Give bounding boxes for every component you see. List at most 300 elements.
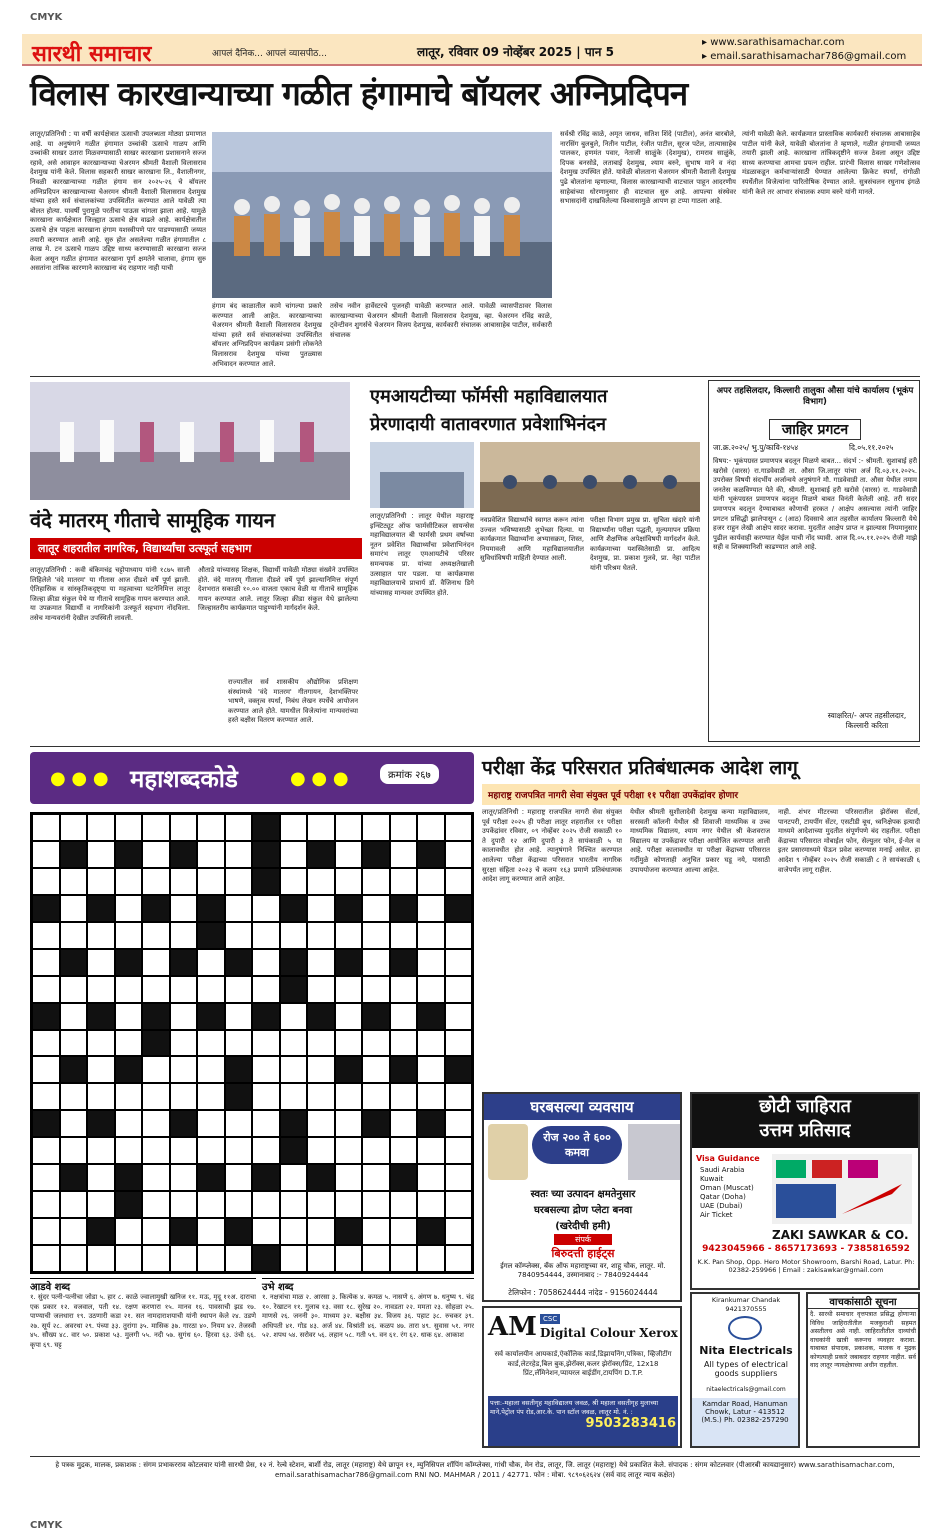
crossword-cell[interactable]: [225, 1137, 253, 1164]
crossword-cell[interactable]: [170, 1218, 198, 1245]
crossword-cell[interactable]: [280, 1056, 308, 1083]
crossword-cell[interactable]: [87, 1110, 115, 1137]
crossword-cell[interactable]: [307, 868, 335, 895]
masthead: [22, 34, 922, 66]
crossword-cell[interactable]: [170, 1056, 198, 1083]
crossword-cell[interactable]: [417, 1218, 445, 1245]
crossword-cell[interactable]: [32, 814, 60, 841]
crossword-cell[interactable]: [417, 814, 445, 841]
crossword-cell[interactable]: [170, 868, 198, 895]
crossword-cell[interactable]: [60, 1003, 88, 1030]
crossword-cell[interactable]: [280, 1003, 308, 1030]
crossword-cell[interactable]: [142, 1164, 170, 1191]
crossword-cell[interactable]: [197, 1164, 225, 1191]
crossword-cell[interactable]: [252, 814, 280, 841]
crossword-cell[interactable]: [115, 1164, 143, 1191]
crossword-cell[interactable]: [225, 1218, 253, 1245]
crossword-cell[interactable]: [252, 1003, 280, 1030]
crossword-cell[interactable]: [142, 1218, 170, 1245]
crossword-cell[interactable]: [280, 868, 308, 895]
crossword-cell[interactable]: [390, 868, 418, 895]
crossword-cell[interactable]: [390, 895, 418, 922]
crossword-cell[interactable]: [225, 1030, 253, 1057]
crossword-cell[interactable]: [142, 976, 170, 1003]
crossword-cell[interactable]: [252, 1164, 280, 1191]
crossword-cell[interactable]: [280, 922, 308, 949]
crossword-cell[interactable]: [335, 1083, 363, 1110]
crossword-cell[interactable]: [32, 976, 60, 1003]
crossword-cell[interactable]: [390, 1056, 418, 1083]
crossword-cell[interactable]: [280, 1083, 308, 1110]
crossword-cell[interactable]: [115, 949, 143, 976]
crossword-cell[interactable]: [60, 814, 88, 841]
crossword-cell[interactable]: [445, 1245, 473, 1272]
crossword-cell[interactable]: [197, 922, 225, 949]
crossword-cell[interactable]: [87, 1137, 115, 1164]
crossword-cell[interactable]: [142, 1245, 170, 1272]
crossword-cell[interactable]: [197, 1083, 225, 1110]
crossword-cell[interactable]: [170, 1083, 198, 1110]
crossword-cell[interactable]: [197, 1056, 225, 1083]
crossword-cell[interactable]: [32, 841, 60, 868]
crossword-cell[interactable]: [225, 949, 253, 976]
email-link[interactable]: email.sarathisamachar786@gmail.com: [710, 51, 907, 62]
crossword-cell[interactable]: [445, 1083, 473, 1110]
crossword-cell[interactable]: [225, 1056, 253, 1083]
crossword-cell[interactable]: [252, 1110, 280, 1137]
crossword-cell[interactable]: [307, 1245, 335, 1272]
crossword-cell[interactable]: [142, 1003, 170, 1030]
crossword-cell[interactable]: [225, 814, 253, 841]
crossword-cell[interactable]: [87, 1030, 115, 1057]
crossword-cell[interactable]: [445, 1164, 473, 1191]
crossword-cell[interactable]: [445, 1218, 473, 1245]
crossword-cell[interactable]: [197, 814, 225, 841]
crossword-cell[interactable]: [87, 1218, 115, 1245]
crossword-cell[interactable]: [115, 1245, 143, 1272]
crossword-cell[interactable]: [142, 841, 170, 868]
crossword-cell[interactable]: [225, 1164, 253, 1191]
crossword-cell[interactable]: [307, 1110, 335, 1137]
crossword-cell[interactable]: [335, 1003, 363, 1030]
crossword-cell[interactable]: [417, 841, 445, 868]
crossword-cell[interactable]: [307, 1164, 335, 1191]
crossword-cell[interactable]: [60, 895, 88, 922]
tagline: आपलं दैनिक... आपलं व्यासपीठ...: [212, 49, 327, 59]
crossword-cell[interactable]: [362, 895, 390, 922]
crossword-cell[interactable]: [170, 1245, 198, 1272]
crossword-cell[interactable]: [362, 1164, 390, 1191]
crossword-cell[interactable]: [32, 1030, 60, 1057]
crossword-cell[interactable]: [280, 1218, 308, 1245]
crossword-cell[interactable]: [390, 1191, 418, 1218]
crossword-cell[interactable]: [115, 1191, 143, 1218]
crossword-cell[interactable]: [390, 814, 418, 841]
crossword-cell[interactable]: [60, 1218, 88, 1245]
crossword-cell[interactable]: [170, 814, 198, 841]
crossword-cell[interactable]: [142, 1030, 170, 1057]
crossword-cell[interactable]: [417, 1030, 445, 1057]
crossword-cell[interactable]: [142, 895, 170, 922]
crossword-cell[interactable]: [252, 1191, 280, 1218]
crossword-cell[interactable]: [307, 1218, 335, 1245]
crossword-cell[interactable]: [307, 1191, 335, 1218]
crossword-cell[interactable]: [197, 949, 225, 976]
crossword-cell[interactable]: [307, 841, 335, 868]
crossword-cell[interactable]: [115, 976, 143, 1003]
crossword-cell[interactable]: [32, 922, 60, 949]
crossword-cell[interactable]: [142, 868, 170, 895]
crossword-cell[interactable]: [335, 814, 363, 841]
ad1-company: बिरुदत्ती हाईट्स: [551, 1247, 615, 1260]
crossword-cell[interactable]: [280, 895, 308, 922]
crossword-cell[interactable]: [60, 1030, 88, 1057]
crossword-cell[interactable]: [417, 895, 445, 922]
crossword-cell[interactable]: [87, 1245, 115, 1272]
crossword-cell[interactable]: [335, 1218, 363, 1245]
business-ad: [482, 1092, 682, 1302]
crossword-cell[interactable]: [252, 1137, 280, 1164]
crossword-cell[interactable]: [307, 1083, 335, 1110]
crossword-cell[interactable]: [252, 976, 280, 1003]
crossword-cell[interactable]: [252, 1245, 280, 1272]
crossword-cell[interactable]: [417, 976, 445, 1003]
crossword-cell[interactable]: [142, 1137, 170, 1164]
crossword-cell[interactable]: [60, 1164, 88, 1191]
crossword-cell[interactable]: [115, 1003, 143, 1030]
crossword-cell[interactable]: [280, 1030, 308, 1057]
crossword-cell[interactable]: [170, 1003, 198, 1030]
crossword-cell[interactable]: [362, 1003, 390, 1030]
crossword-cell[interactable]: [87, 922, 115, 949]
crossword-cell[interactable]: [307, 1056, 335, 1083]
crossword-cell[interactable]: [225, 1191, 253, 1218]
crossword-cell[interactable]: [390, 841, 418, 868]
crossword-cell[interactable]: [445, 814, 473, 841]
crossword-cell[interactable]: [335, 922, 363, 949]
crossword-grid[interactable]: [30, 812, 474, 1274]
country-item: Saudi Arabia: [700, 1166, 745, 1174]
crossword-cell[interactable]: [197, 1245, 225, 1272]
mit-headline-2: प्रेरणादायी वातावरणात प्रवेशाभिनंदन: [370, 414, 607, 435]
crossword-cell[interactable]: [417, 949, 445, 976]
crossword-cell[interactable]: [417, 1191, 445, 1218]
crossword-cell[interactable]: [362, 841, 390, 868]
crossword-cell[interactable]: [445, 1110, 473, 1137]
crossword-cell[interactable]: [307, 814, 335, 841]
crossword-cell[interactable]: [32, 1056, 60, 1083]
crossword-cell[interactable]: [362, 1110, 390, 1137]
crossword-cell[interactable]: [335, 1164, 363, 1191]
exam-subhead: महाराष्ट्र राजपत्रित नागरी सेवा संयुक्त पूर्व परीक्षा ११ परीक्षा उपकेंद्रांवर होणार: [482, 784, 920, 805]
crossword-cell[interactable]: [60, 949, 88, 976]
crossword-cell[interactable]: [445, 922, 473, 949]
crossword-cell[interactable]: [32, 1137, 60, 1164]
crossword-cell[interactable]: [417, 1164, 445, 1191]
crossword-cell[interactable]: [225, 1003, 253, 1030]
crossword-cell[interactable]: [142, 1110, 170, 1137]
crossword-cell[interactable]: [307, 895, 335, 922]
crossword-cell[interactable]: [417, 922, 445, 949]
crossword-cell[interactable]: [390, 922, 418, 949]
crossword-cell[interactable]: [362, 1056, 390, 1083]
crossword-cell[interactable]: [197, 1218, 225, 1245]
crossword-cell[interactable]: [335, 949, 363, 976]
crossword-cell[interactable]: [390, 1083, 418, 1110]
crossword-cell[interactable]: [445, 1003, 473, 1030]
crossword-cell[interactable]: [170, 1110, 198, 1137]
crossword-cell[interactable]: [170, 949, 198, 976]
crossword-cell[interactable]: [445, 1056, 473, 1083]
crossword-cell[interactable]: [170, 841, 198, 868]
divider: [30, 1456, 920, 1457]
crossword-cell[interactable]: [417, 1137, 445, 1164]
crossword-cell[interactable]: [60, 1245, 88, 1272]
crossword-cell[interactable]: [362, 1245, 390, 1272]
dots-icon: ● ● ●: [50, 768, 109, 789]
crossword-cell[interactable]: [445, 1030, 473, 1057]
crossword-cell[interactable]: [307, 1003, 335, 1030]
crossword-cell[interactable]: [115, 1030, 143, 1057]
crossword-cell[interactable]: [60, 1191, 88, 1218]
crossword-cell[interactable]: [87, 1164, 115, 1191]
crossword-cell[interactable]: [335, 841, 363, 868]
crossword-cell[interactable]: [115, 1218, 143, 1245]
crossword-cell[interactable]: [362, 814, 390, 841]
crossword-cell[interactable]: [335, 868, 363, 895]
crossword-cell[interactable]: [60, 868, 88, 895]
crossword-cell[interactable]: [87, 1191, 115, 1218]
crossword-cell[interactable]: [362, 1137, 390, 1164]
crossword-cell[interactable]: [307, 949, 335, 976]
crossword-cell[interactable]: [32, 1245, 60, 1272]
crossword-cell[interactable]: [225, 1110, 253, 1137]
xerox-ad: [482, 1306, 682, 1448]
crossword-cell[interactable]: [445, 868, 473, 895]
crossword-cell[interactable]: [32, 1003, 60, 1030]
crossword-cell[interactable]: [197, 1191, 225, 1218]
crossword-cell[interactable]: [390, 1110, 418, 1137]
crossword-cell[interactable]: [87, 1083, 115, 1110]
crossword-cell[interactable]: [142, 922, 170, 949]
crossword-cell[interactable]: [307, 1030, 335, 1057]
crossword-cell[interactable]: [142, 949, 170, 976]
crossword-cell[interactable]: [87, 1003, 115, 1030]
crossword-cell[interactable]: [335, 1245, 363, 1272]
crossword-cell[interactable]: [362, 1191, 390, 1218]
crossword-cell[interactable]: [335, 895, 363, 922]
crossword-cell[interactable]: [60, 1110, 88, 1137]
crossword-cell[interactable]: [60, 922, 88, 949]
crossword-cell[interactable]: [390, 1218, 418, 1245]
crossword-banner: [30, 752, 474, 804]
machine-image: [488, 1124, 528, 1180]
crossword-cell[interactable]: [170, 1137, 198, 1164]
crossword-cell[interactable]: [445, 976, 473, 1003]
crossword-cell[interactable]: [417, 1083, 445, 1110]
crossword-cell[interactable]: [87, 949, 115, 976]
crossword-cell[interactable]: [115, 895, 143, 922]
crossword-cell[interactable]: [60, 1056, 88, 1083]
crossword-cell[interactable]: [252, 1083, 280, 1110]
crossword-cell[interactable]: [252, 922, 280, 949]
ad3-footer: [488, 1396, 678, 1446]
crossword-cell[interactable]: [362, 1030, 390, 1057]
website-link[interactable]: www.sarathisamachar.com: [710, 37, 845, 48]
crossword-cell[interactable]: [252, 1056, 280, 1083]
divider: [30, 376, 920, 377]
across-text: १. सुंदर पत्नी-पत्नीचा जोडा ५. हार ८. काळे ज्वालामुखी खनिज ११. मऊ, मृदू ११अ. दाराचा एक प्रकार १२. वजवाल, पती १४. रक्षण करणारा १५. मानव १६. पावसाची झड १७. पाण्याची जलधारा १९. उठणारी कडा २१. सत नामदाराशयाची यांनी स्थापन केले २४. उडणे २७. सूर्य २८. अवरथा २९. पंच्या ३३. तुरांगा ३५. मासिक ३७. गारठा ४०. नियम ४२. तेजस्वी ४५. सौख्य ४८. वार ५०. प्रकाश ५३. मुलगी ५५. नदी ५७. सुगंध ६०. हिरवा ६३. उंची ६६. कृपा ६९. घट्ट: [30, 1293, 256, 1349]
crossword-cell[interactable]: [280, 1191, 308, 1218]
crossword-cell[interactable]: [390, 949, 418, 976]
crossword-cell[interactable]: [197, 1003, 225, 1030]
crossword-cell[interactable]: [60, 1083, 88, 1110]
crossword-cell[interactable]: [445, 949, 473, 976]
crossword-cell[interactable]: [390, 1137, 418, 1164]
crossword-cell[interactable]: [170, 1164, 198, 1191]
crossword-cell[interactable]: [32, 895, 60, 922]
crossword-cell[interactable]: [142, 1056, 170, 1083]
crossword-cell[interactable]: [115, 868, 143, 895]
crossword-cell[interactable]: [252, 1030, 280, 1057]
crossword-cell[interactable]: [32, 1110, 60, 1137]
crossword-cell[interactable]: [280, 841, 308, 868]
crossword-cell[interactable]: [252, 949, 280, 976]
crossword-cell[interactable]: [87, 1056, 115, 1083]
crossword-cell[interactable]: [32, 1164, 60, 1191]
ad4-owner: Kirankumar Chandak: [711, 1296, 781, 1304]
crossword-cell[interactable]: [87, 841, 115, 868]
crossword-cell[interactable]: [60, 976, 88, 1003]
crossword-cell[interactable]: [142, 814, 170, 841]
crossword-cell[interactable]: [32, 1083, 60, 1110]
crossword-cell[interactable]: [197, 841, 225, 868]
crossword-cell[interactable]: [197, 895, 225, 922]
crossword-cell[interactable]: [335, 1056, 363, 1083]
crossword-cell[interactable]: [445, 895, 473, 922]
crossword-cell[interactable]: [280, 949, 308, 976]
crossword-cell[interactable]: [362, 949, 390, 976]
exam-col-1: लातूर/प्रतिनिधी : महाराष्ट्र राजपत्रित नागरी सेवा संयुक्त पूर्व परीक्षा २०२५ ही परीक्षा लातूर शहरातील ११ परीक्षा उपकेंद्रांवर रविवार, ०९ नोव्हेंबर २०२५ रोजी सकाळी १० ते दुपारी १२ आणि दुपारी ३ ते सायंकाळी ५ या कालावधीत होत आहे. त्यानुषंगाने निश्चित करण्यात आलेल्या परीक्षा केंद्राच्या परिसरात भारतीय नागरिक सुरक्षा संहिता २०२३ चे कलम १६३ प्रमाणे प्रतिबंधात्मक आदेश लागू करण्यात आले आहेत.: [482, 808, 622, 884]
ad2-company: ZAKI SAWKAR & CO.: [772, 1228, 909, 1242]
crossword-cell[interactable]: [115, 1137, 143, 1164]
crossword-cell[interactable]: [280, 814, 308, 841]
crossword-cell[interactable]: [115, 922, 143, 949]
crossword-cell[interactable]: [390, 1245, 418, 1272]
crossword-cell[interactable]: [170, 1191, 198, 1218]
crossword-cell[interactable]: [445, 841, 473, 868]
crossword-cell[interactable]: [307, 976, 335, 1003]
crossword-cell[interactable]: [225, 1083, 253, 1110]
crossword-cell[interactable]: [32, 1191, 60, 1218]
crossword-cell[interactable]: [417, 1110, 445, 1137]
crossword-cell[interactable]: [142, 1083, 170, 1110]
crossword-cell[interactable]: [280, 1137, 308, 1164]
crossword-cell[interactable]: [417, 1245, 445, 1272]
crossword-cell[interactable]: [335, 1137, 363, 1164]
crossword-cell[interactable]: [87, 976, 115, 1003]
crossword-cell[interactable]: [252, 841, 280, 868]
crossword-cell[interactable]: [362, 922, 390, 949]
crossword-cell[interactable]: [60, 841, 88, 868]
exam-col-3: नाही. शंभर मीटरच्या परिसरातील झेरॉक्स सेंटर्स, पानटपरी, टायपींग सेंटर, एसटीडी बूथ, ध्वनिक्षेपक इत्यादी माध्यमे आदेशाच्या मुदतीत संपूर्णपणे बंद राहतील. परीक्षा केंद्राच्या परिसरात मोबाईल फोन, सेल्युलर फोन, ई-मेल व इतर प्रसारमाध्यमे घेऊन प्रवेश करण्यास मनाई असेल. हा आदेश ९ नोव्हेंबर २०२५ रोजी सकाळी ८ ते सायंकाळी ६ वाजेपर्यंत लागू राहील.: [778, 808, 920, 874]
crossword-cell[interactable]: [170, 1030, 198, 1057]
ad3-mobile: 9503283416: [585, 1416, 676, 1431]
crossword-cell[interactable]: [115, 1056, 143, 1083]
crossword-cell[interactable]: [335, 976, 363, 1003]
crossword-cell[interactable]: [445, 1191, 473, 1218]
crossword-cell[interactable]: [32, 949, 60, 976]
crossword-cell[interactable]: [87, 868, 115, 895]
crossword-cell[interactable]: [32, 868, 60, 895]
crossword-cell[interactable]: [390, 1003, 418, 1030]
crossword-cell[interactable]: [252, 1218, 280, 1245]
crossword-cell[interactable]: [170, 976, 198, 1003]
crossword-cell[interactable]: [390, 1030, 418, 1057]
crossword-cell[interactable]: [335, 1110, 363, 1137]
crossword-cell[interactable]: [362, 1218, 390, 1245]
crossword-cell[interactable]: [225, 868, 253, 895]
crossword-cell[interactable]: [280, 1164, 308, 1191]
ad4-email: nitaelectricals@gmail.com: [706, 1386, 786, 1393]
crossword-cell[interactable]: [362, 868, 390, 895]
crossword-cell[interactable]: [280, 1110, 308, 1137]
crossword-cell[interactable]: [225, 976, 253, 1003]
crossword-cell[interactable]: [335, 1030, 363, 1057]
crossword-cell[interactable]: [170, 922, 198, 949]
notice-ref: जा.क्र.२०२५/ भु.पु/कावि-१४५४: [713, 443, 799, 452]
crossword-cell[interactable]: [197, 1110, 225, 1137]
crossword-cell[interactable]: [32, 1218, 60, 1245]
crossword-cell[interactable]: [252, 868, 280, 895]
crossword-cell[interactable]: [115, 1083, 143, 1110]
crossword-cell[interactable]: [417, 1056, 445, 1083]
crossword-cell[interactable]: [417, 1003, 445, 1030]
crossword-cell[interactable]: [60, 1137, 88, 1164]
crossword-cell[interactable]: [197, 1030, 225, 1057]
crossword-cell[interactable]: [87, 814, 115, 841]
crossword-cell[interactable]: [417, 868, 445, 895]
lead-col-2: हंगाम बंद काळातील कामे चांगल्या प्रकारे करण्यात आली आहेत. कारखान्याच्या चेअरमन श्रीमती वैशाली विलासराव देशमुख यांच्या हस्ते सर्व संचालकांच्या उपस्थितीत बॉयलर अग्निप्रदिपन कार्यक्रम प्रसंगी लोकनेते विलासराव देशमुख यांच्या पुतळ्यास अभिवादन करण्यात आले.: [212, 302, 322, 368]
crossword-cell[interactable]: [390, 1164, 418, 1191]
crossword-cell[interactable]: [252, 895, 280, 922]
ad3-logo: AM: [488, 1312, 537, 1342]
crossword-cell[interactable]: [115, 814, 143, 841]
down-text: १. नक्षत्रांचा माळ २. आरसा ३. कित्येक ४. कमळ ५. नासणे ६. अंगण ७. धनुष्य ९. चंद्र १०. रेखाटन ११. गुलाब १३. वसा १८. सुरेख २०. नावडता २२. ममता २३. सोहळा २५. माणसे २६. जननी ३०. माध्यम ३२. बक्षीस ३४. विजय ३६. पहाट ३८. रुचकर ३९. अधिपती ४१. गोड ४३. अर्ज ४४. विश्रांती ४६. कळप ४७. तारा ४९. सुवास ५१. नगर ५२. शपथ ५४. सरोवर ५६. लहान ५८. गती ५९. वन ६१. रंग ६२. धाक ६४. आकाश: [262, 1293, 474, 1340]
crossword-cell[interactable]: [197, 1137, 225, 1164]
crossword-cell[interactable]: [280, 976, 308, 1003]
crossword-cell[interactable]: [225, 1245, 253, 1272]
crossword-cell[interactable]: [307, 1137, 335, 1164]
crossword-cell[interactable]: [335, 1191, 363, 1218]
crossword-cell[interactable]: [170, 895, 198, 922]
crossword-cell[interactable]: [362, 1083, 390, 1110]
crossword-cell[interactable]: [280, 1245, 308, 1272]
crossword-cell[interactable]: [445, 1137, 473, 1164]
crossword-cell[interactable]: [115, 1110, 143, 1137]
crossword-cell[interactable]: [225, 895, 253, 922]
crossword-cell[interactable]: [307, 922, 335, 949]
crossword-cell[interactable]: [87, 895, 115, 922]
crossword-cell[interactable]: [362, 976, 390, 1003]
crossword-cell[interactable]: [197, 868, 225, 895]
crossword-cell[interactable]: [115, 841, 143, 868]
crossword-cell[interactable]: [197, 976, 225, 1003]
crossword-cell[interactable]: [225, 922, 253, 949]
crossword-cell[interactable]: [390, 976, 418, 1003]
crossword-cell[interactable]: [225, 841, 253, 868]
crossword-cell[interactable]: [142, 1191, 170, 1218]
